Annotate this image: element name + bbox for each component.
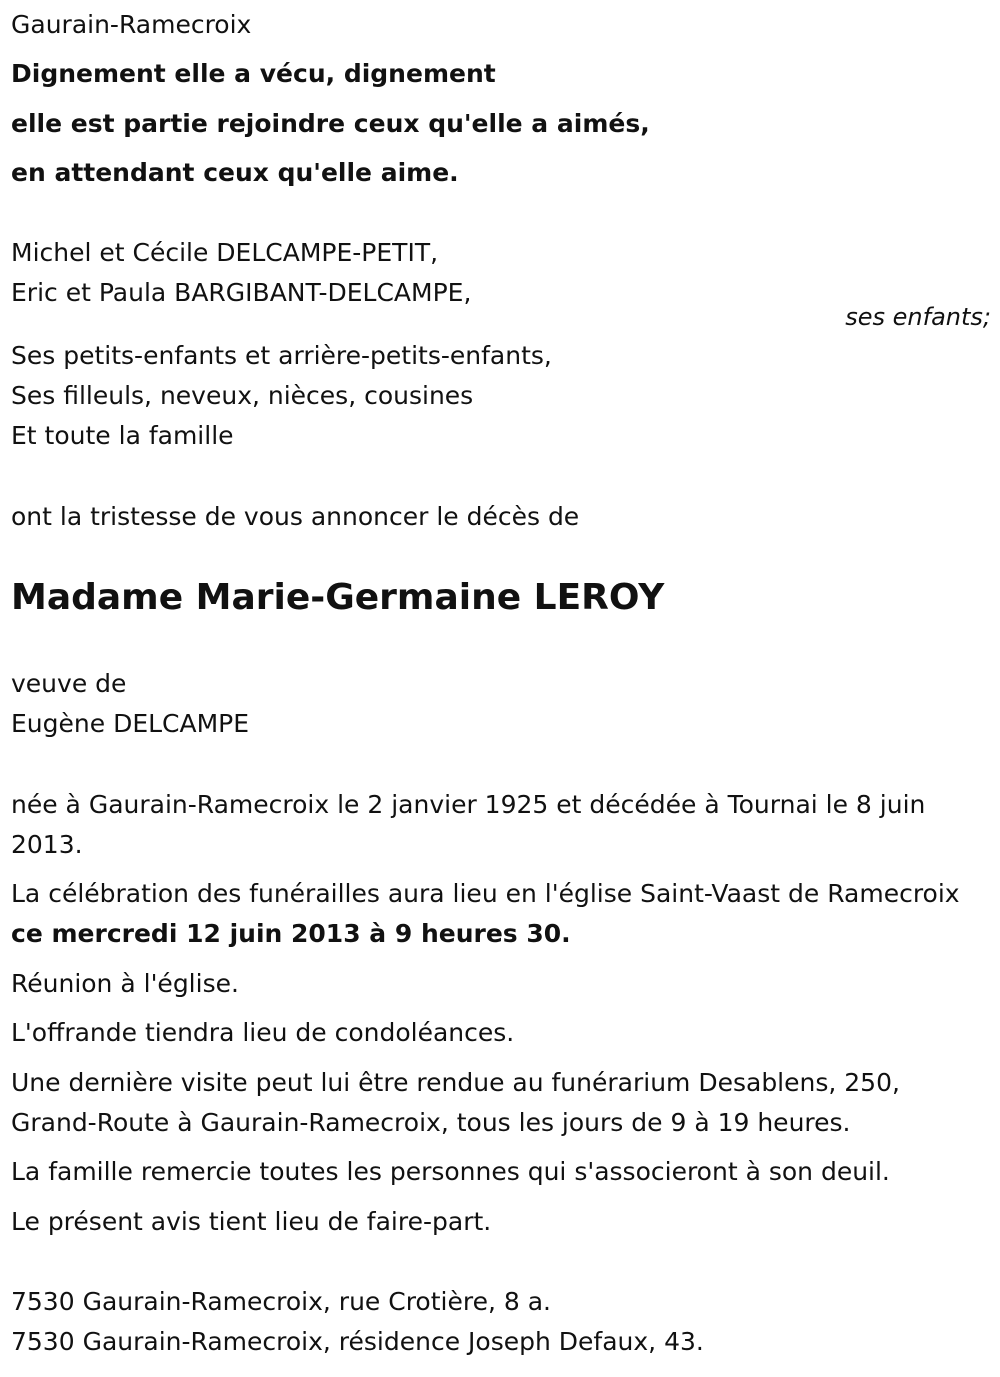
address-line-2: 7530 Gaurain-Ramecroix, résidence Joseph Defaux, 43. [11,1327,704,1356]
children-role: ses enfants; [845,303,991,331]
notice-text: Le présent avis tient lieu de faire-part. [11,1207,492,1236]
epitaph-line-3: en attendant ceux qu'elle aime. [11,158,459,187]
child-line-1: Michel et Cécile DELCAMPE-PETIT, [11,238,439,267]
epitaph-line-1: Dignement elle a vécu, dignement [11,59,496,88]
funeral-paragraph [11,874,986,954]
address-line-1: 7530 Gaurain-Ramecroix, rue Crotière, 8 a. [11,1287,551,1316]
visit-text: Une dernière visite peut lui être rendue au funérarium Desablens, 250, Grand-Route à Gaurain-Ramecroix, tous les jours de 9 à 19 heures. [11,1068,900,1137]
meeting-text: Réunion à l'église. [11,969,239,998]
spouse-name: Eugène DELCAMPE [11,709,250,738]
offering-text: L'offrande tiendra lieu de condoléances. [11,1018,515,1047]
announcement: ont la tristesse de vous annoncer le décès de [11,502,580,531]
family-line-3: Et toute la famille [11,421,234,450]
family-line-1: Ses petits-enfants et arrière-petits-enfants, [11,341,552,370]
birth-death-text: née à Gaurain-Ramecroix le 2 janvier 1925 et décédée à Tournai le 8 juin 2013. [11,790,926,859]
funeral-text: La célébration des funérailles aura lieu en l'église Saint-Vaast de Ramecroix [11,879,960,908]
family-line-2: Ses filleuls, neveux, nièces, cousines [11,381,474,410]
thanks-text: La famille remercie toutes les personnes qui s'associeront à son deuil. [11,1157,890,1186]
widow-label: veuve de [11,669,127,698]
child-line-2: Eric et Paula BARGIBANT-DELCAMPE, [11,278,472,307]
deceased-name: Madame Marie-Germaine LEROY [11,577,665,618]
header-place: Gaurain-Ramecroix [11,10,252,39]
funeral-datetime: ce mercredi 12 juin 2013 à 9 heures 30. [11,919,571,948]
epitaph-line-2: elle est partie rejoindre ceux qu'elle a aimés, [11,109,650,138]
